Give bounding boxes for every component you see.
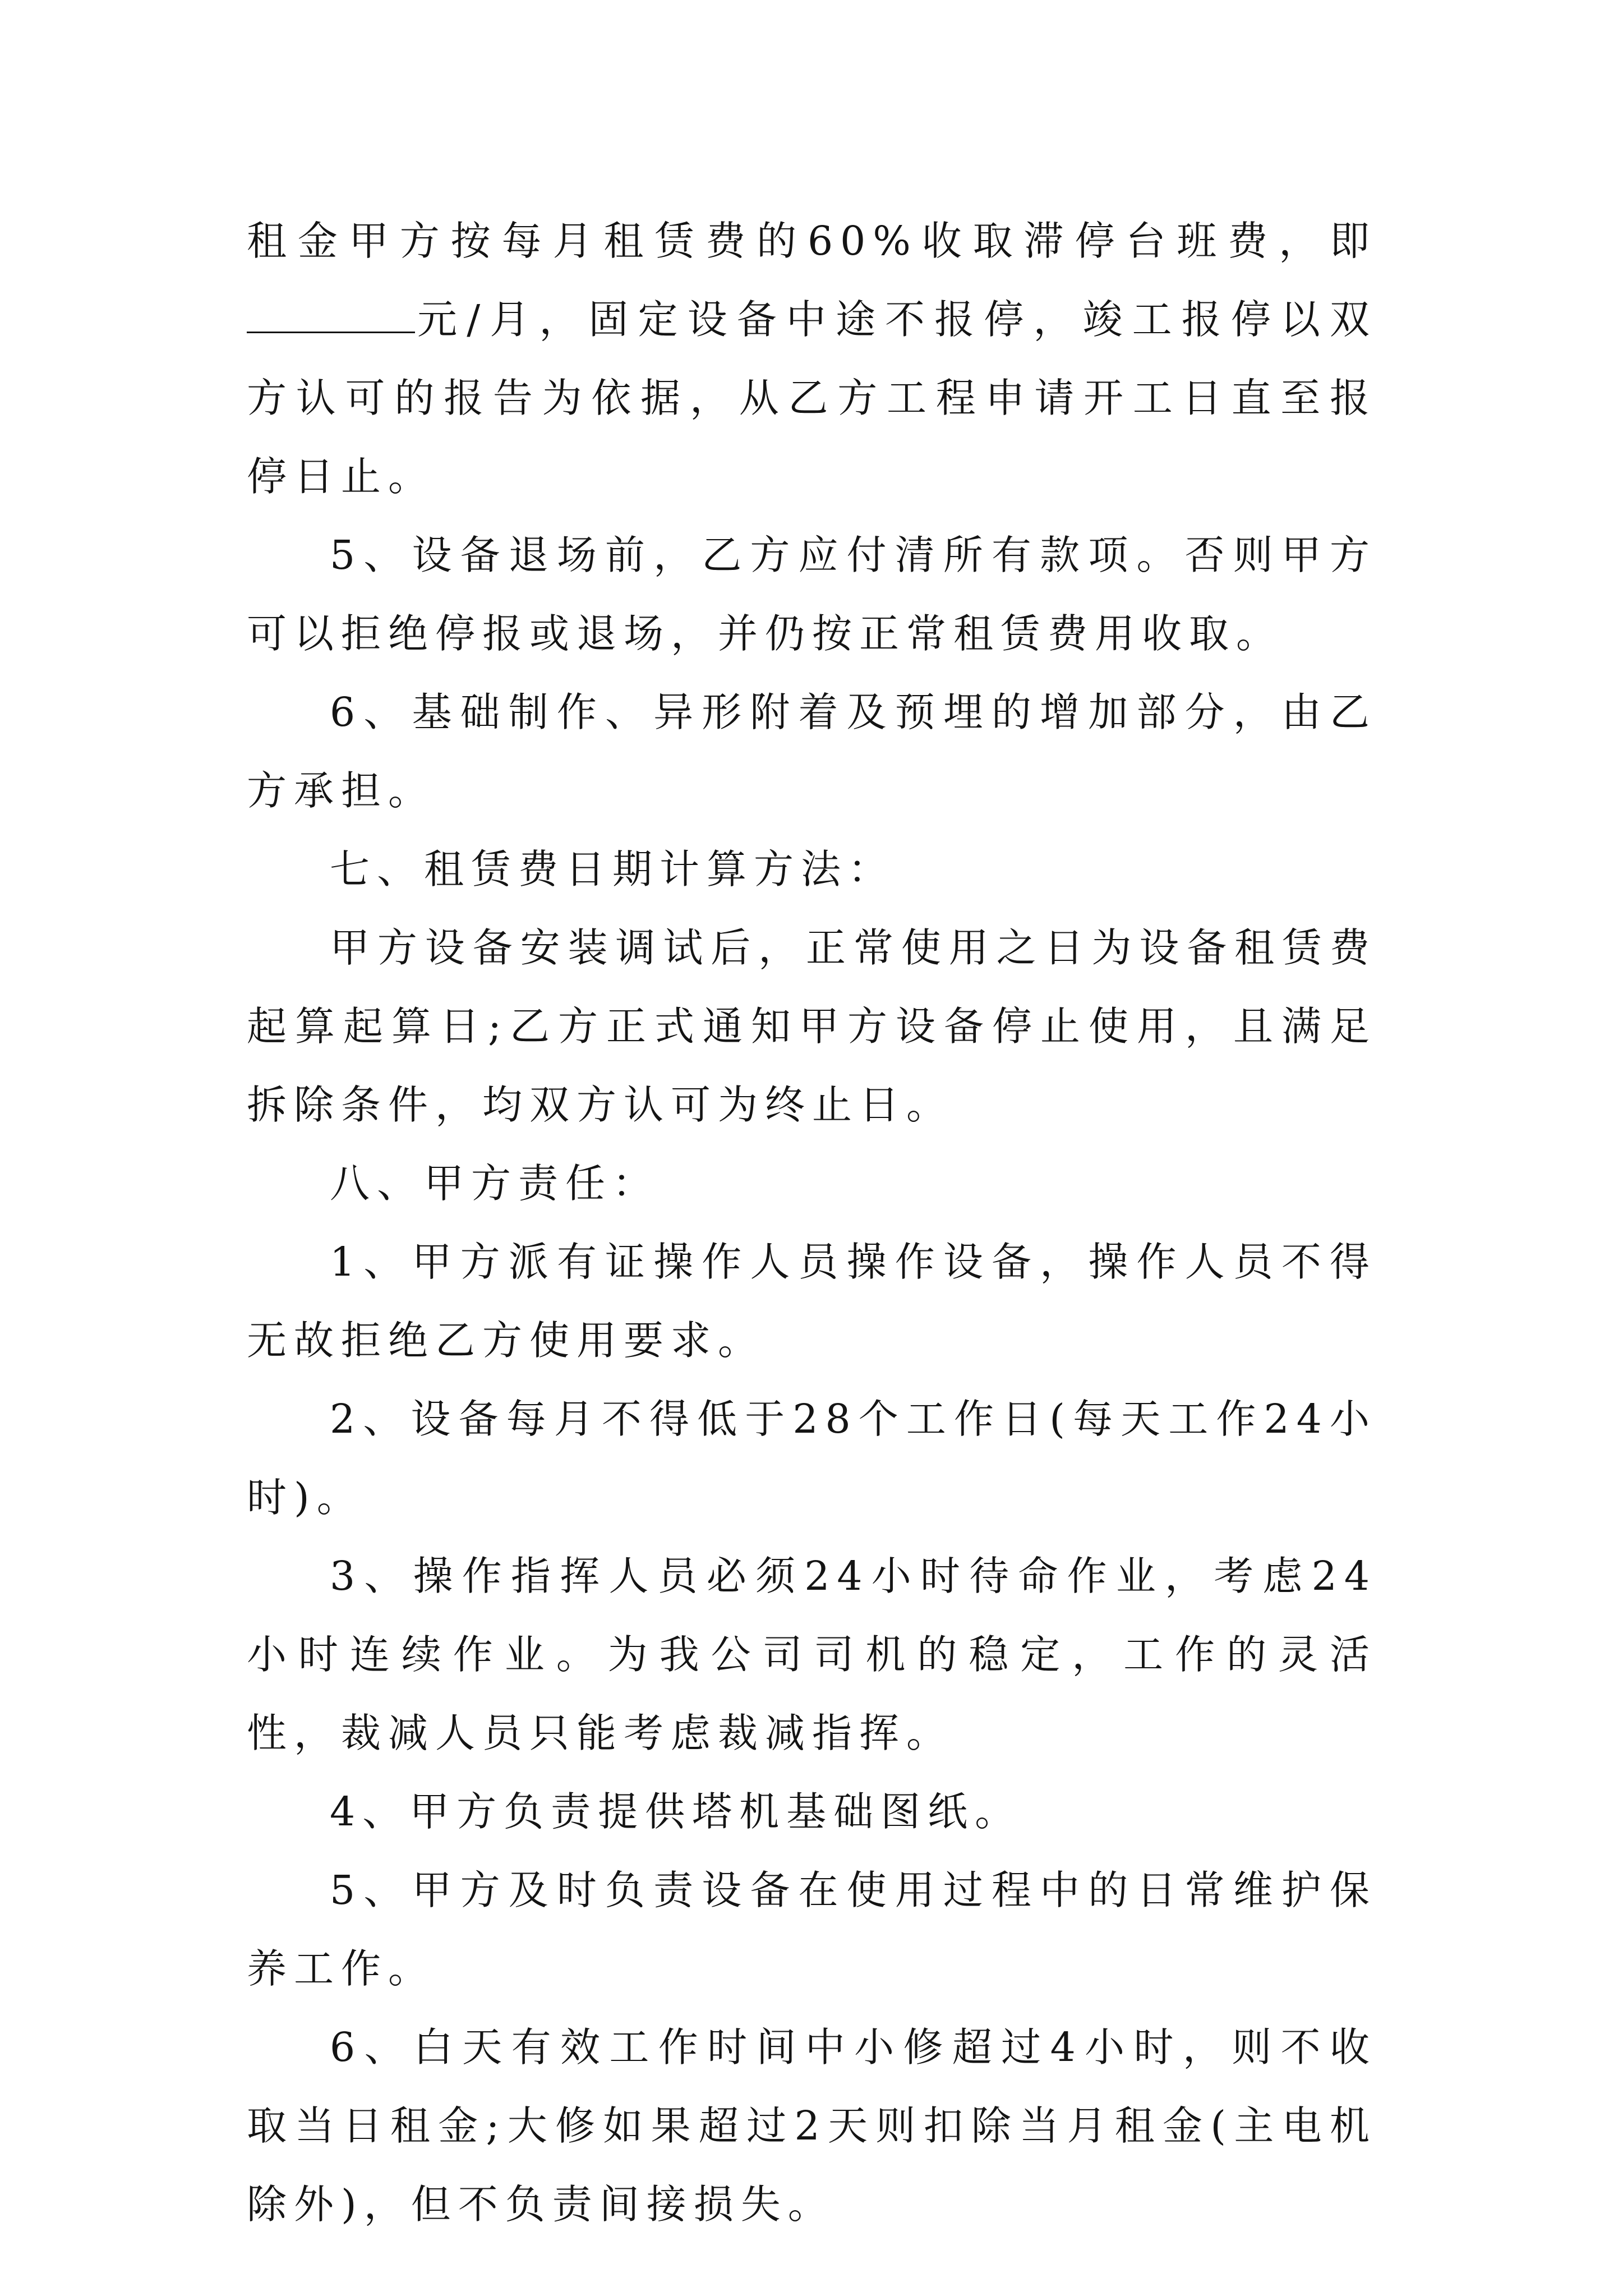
paragraph-clause-3-standby: 3、操作指挥人员必须24小时待命作业，考虑24小时连续作业。为我公司司机的稳定，工作的灵活性，裁减人员只能考虑裁减指挥。: [247, 1553, 1377, 1756]
paragraph-rent-start-end-date: 甲方设备安装调试后，正常使用之日为设备租赁费起算起算日;乙方正式通知甲方设备停止使用，且满足拆除条件，均双方认可为终止日。: [247, 924, 1377, 1128]
paragraph-clause-1-operators: 1、甲方派有证操作人员操作设备，操作人员不得无故拒绝乙方使用要求。: [247, 1239, 1377, 1364]
paragraph-text: 租金甲方按每月租赁费的60%收取滞停台班费，即: [247, 218, 1377, 264]
paragraph-clause-4-drawings: 4、甲方负责提供塔机基础图纸。: [330, 1788, 1022, 1835]
fill-in-blank: [247, 298, 415, 333]
paragraph-text-continued: 元/月，固定设备中途不报停，竣工报停以双方认可的报告为依据，从乙方工程申请开工日直至报停日止。: [247, 296, 1377, 500]
paragraph-clause-2-working-days: 2、设备每月不得低于28个工作日(每天工作24小时)。: [247, 1396, 1377, 1521]
document-body: [247, 202, 1377, 2244]
paragraph-clause-6-repairs: 6、白天有效工作时间中小修超过4小时，则不收取当日租金;大修如果超过2天则扣除当月租金(主电机除外)，但不负责间接损失。: [247, 2024, 1377, 2228]
paragraph-clause-5-settlement: 5、设备退场前，乙方应付清所有款项。否则甲方可以拒绝停报或退场，并仍按正常租赁费用收取。: [247, 532, 1377, 657]
paragraph-rent-suspension: [247, 202, 1377, 516]
paragraph-clause-5-maintenance: 5、甲方及时负责设备在使用过程中的日常维护保养工作。: [247, 1867, 1377, 1992]
section-heading-party-a-responsibilities: 八、甲方责任：: [330, 1160, 660, 1207]
section-heading-rent-date-calculation: 七、租赁费日期计算方法：: [330, 846, 896, 892]
paragraph-clause-6-foundation: 6、基础制作、异形附着及预埋的增加部分，由乙方承担。: [247, 689, 1377, 814]
